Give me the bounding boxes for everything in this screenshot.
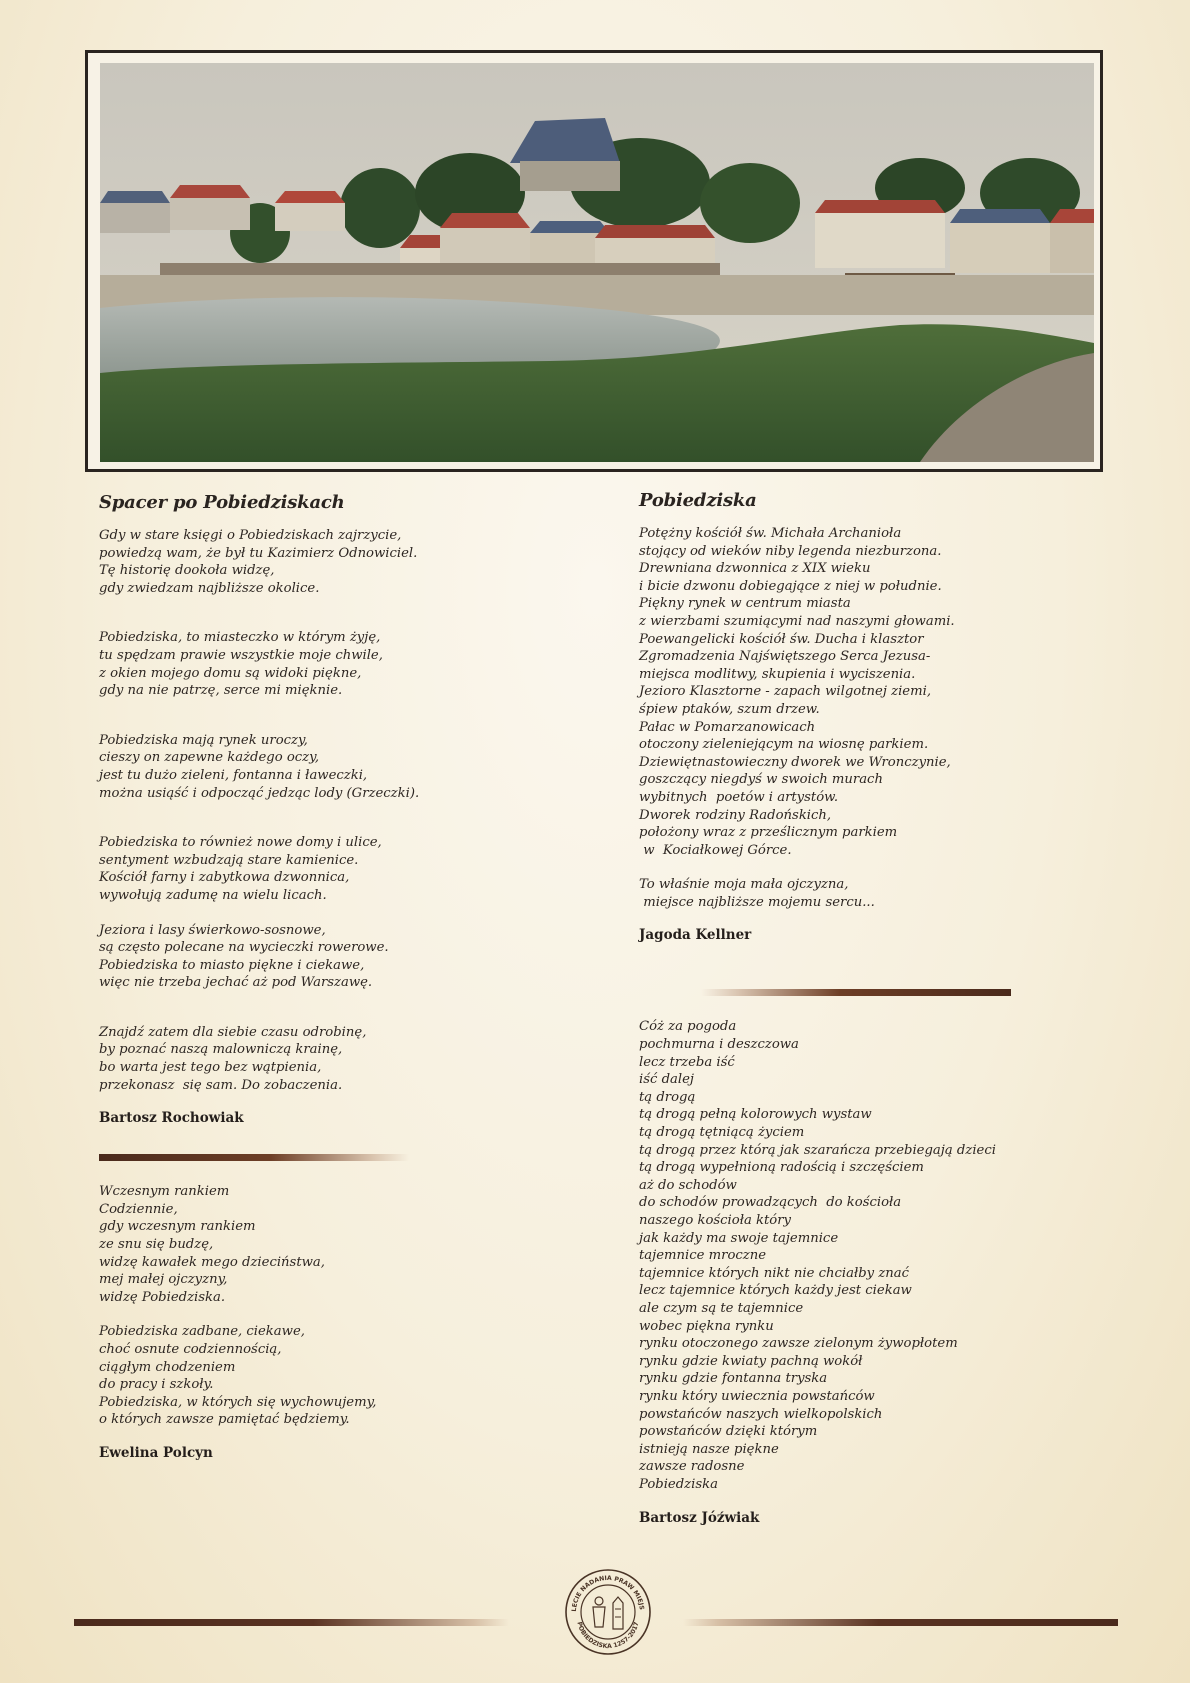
poem-stanza: Wczesnym rankiem Codziennie, gdy wczesnym rankiem ze snu się budzę, widzę kawałek mego dzieciństwa, mej małej ojczyzny, widzę Pobiedziska. (99, 1184, 325, 1305)
poem-stanza: Pobiedziska, to miasteczko w którym żyję, tu spędzam prawie wszystkie moje chwile, z okien mojego domu są widoki piękne, gdy na nie patrzę, serce mi mięknie. (99, 630, 383, 699)
poem-author: Bartosz Jóźwiak (639, 1509, 760, 1526)
poem-stanza: Pobiedziska zadbane, ciekawe, choć osnute codziennością, ciągłym chodzeniem do pracy i szkoły. Pobiedziska, w których się wychowujemy, o których zawsze pamiętać będziemy. (99, 1324, 377, 1428)
poem-stanza: Znajdź zatem dla siebie czasu odrobinę, by poznać naszą malowniczą krainę, bo warta jest tego bez wątpienia, przekonasz się sam. Do zobaczenia. (99, 1024, 367, 1093)
poem-stanza: Potężny kościół św. Michała Archanioła stojący od wieków niby legenda niezburzona. Drewniana dzwonnica z XIX wieku i bicie dzwonu dobiegające z niej w południe. Piękny rynek w centrum miasta z wierzbami szumiącymi nad naszymi głowami. Poewangelicki kościół św. Ducha i klasztor Zgromadzenia Najświętszego Serca Jezusa- miejsca modlitwy, skupienia i wyciszenia. Jezioro Klasztorne - zapach wilgotnej ziemi, śpiew ptaków, szum drzew. Pałac w Pomarzanowicach otoczony zieleniejącym na wiosnę parkiem. Dziewiętnastowieczny dworek we Wronczynie, goszczący niegdyś w swoich murach wybitnych poetów i artystów. Dworek rodziny Radońskich, położony wraz z prześlicznym parkiem w Kociałkowej Górce. (639, 526, 955, 858)
historic-town-photo (100, 63, 1094, 462)
poem-author: Jagoda Kellner (639, 927, 752, 944)
poem-stanza: Pobiedziska mają rynek uroczy, cieszy on zapewne każdego oczy, jest tu dużo zieleni, fontanna i ławeczki, można usiąść i odpocząć jedząc lody (Grzeczki). (99, 732, 420, 801)
poem-stanza: Gdy w stare księgi o Pobiedziskach zajrzycie, powiedzą wam, że był tu Kazimierz Odnowiciel. Tę historię dookoła widzę, gdy zwiedzam najbliższe okolice. (99, 528, 418, 596)
footer-divider-left (74, 1619, 509, 1626)
section-divider (701, 989, 1011, 996)
section-divider (99, 1154, 409, 1161)
anniversary-seal-logo (563, 1567, 653, 1657)
poem-title: Spacer po Pobiedziskach (99, 492, 345, 513)
poem-author: Ewelina Polcyn (99, 1444, 213, 1461)
poem-title: Pobiedziska (639, 490, 757, 511)
poem-stanza: Jeziora i lasy świerkowo-sosnowe, są często polecane na wycieczki rowerowe. Pobiedziska to miasto piękne i ciekawe, więc nie trzeba jechać aż pod Warszawę. (99, 922, 389, 991)
poem-stanza: To właśnie moja mała ojczyzna, miejsce najbliższe mojemu sercu... (639, 877, 875, 910)
seal-text-top: LECIE NADANIA PRAW MIEJS (570, 1574, 645, 1612)
left-column (99, 492, 569, 1461)
photo-frame (85, 50, 1103, 472)
seal-text-bottom: POBIEDZISKA 1257-2017 (575, 1621, 641, 1651)
poem-author: Bartosz Rochowiak (99, 1110, 244, 1127)
poem-stanza: Pobiedziska to również nowe domy i ulice, sentyment wzbudzają stare kamienice. Kościół farny i zabytkowa dzwonnica, wywołują zadumę na wielu licach. (99, 835, 382, 903)
footer-divider-right (683, 1619, 1118, 1626)
svg-text:760 LECIE NADANIA PRAW MIEJSKI (563, 1567, 645, 1612)
poem-stanza: Cóż za pogoda pochmurna i deszczowa lecz trzeba iść iść dalej tą drogą tą drogą pełną kolorowych wystaw tą drogą tętniącą życiem tą drogą przez którą jak szarańcza przebiegają dzieci tą drogą wypełnioną radością i szczęściem aż do schodów do schodów prowadzących do kościoła naszego kościoła który jak każdy ma swoje tajemnice tajemnice mroczne tajemnice których nikt nie chciałby znać lecz tajemnice których każdy jest ciekaw ale czym są te tajemnice wobec piękna rynku rynku otoczonego zawsze zielonym żywopłotem rynku gdzie kwiaty pachną wokół rynku gdzie fontanna tryska rynku który uwiecznia powstańców powstańców naszych wielkopolskich powstańców dzięki którym istnieją nasze piękne zawsze radosne Pobiedziska (639, 1019, 996, 1492)
right-column (639, 490, 1109, 1526)
